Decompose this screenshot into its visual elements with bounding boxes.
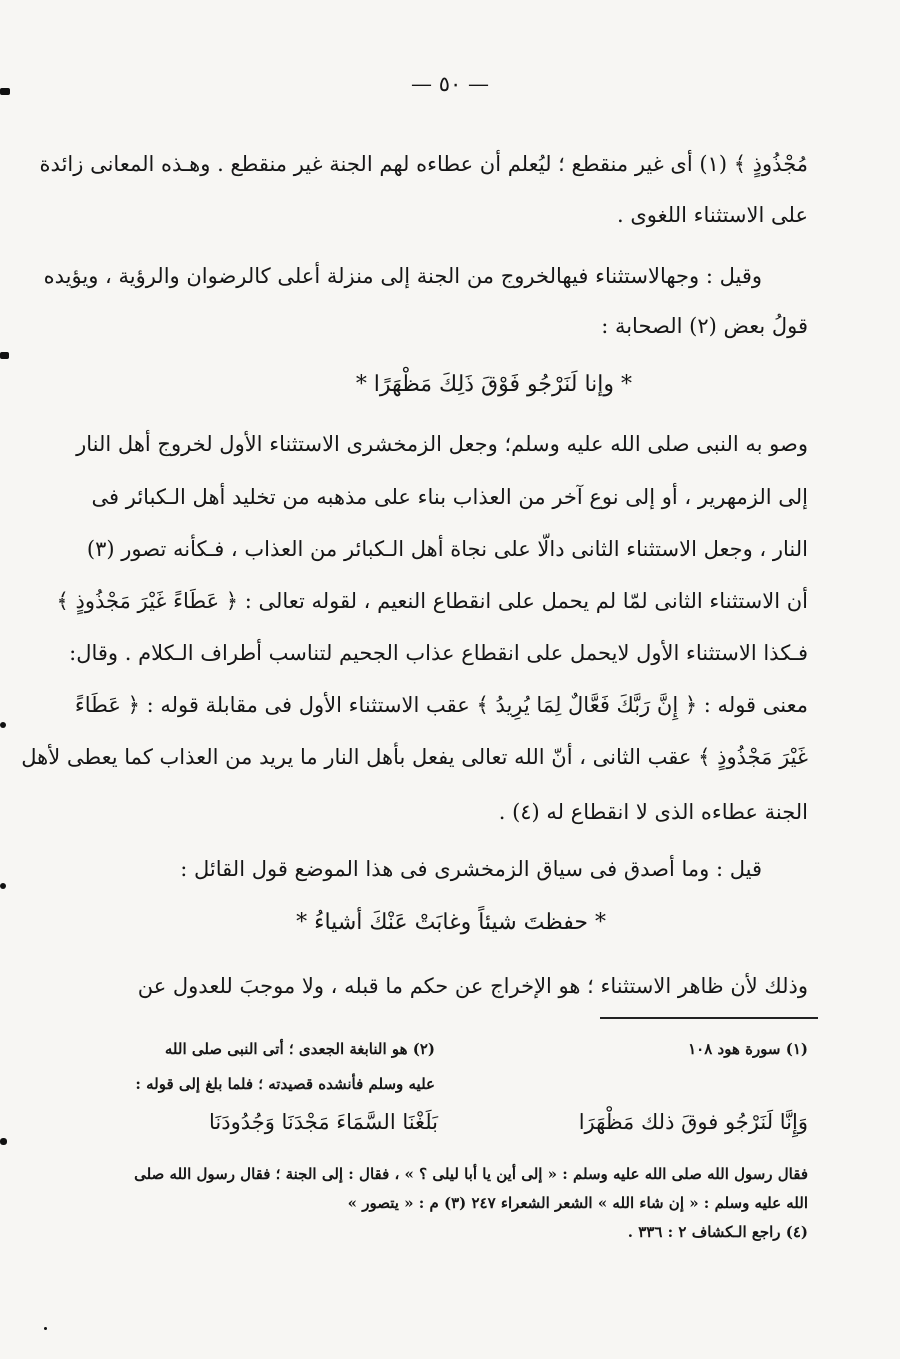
body-line: غَيْرَ مَجْذُوذٍ ﴾ عقب الثانى ، أنّ الله تعالى يفعل بأهل النار ما يريد من العذاب كما يعطى لأهل [21,745,808,769]
body-line: قولُ بعض (٢) الصحابة : [601,314,808,338]
footnote-4: (٤) راجع الـكشاف ٢ : ٣٣٦ . [627,1223,808,1241]
body-line: النار ، وجعل الاستثناء الثانى دالّا على نجاة أهل الـكبائر من العذاب ، فـكأنه تصور (٣) [86,537,808,561]
page-number: — ٥٠ — [411,72,489,96]
footnote-divider [600,1017,818,1019]
body-line: فـكذا الاستثناء الأول لايحمل على انقطاع عذاب الجحيم لتناسب أطراف الـكلام . وقال: [69,641,808,665]
scan-mark [0,352,9,359]
body-line: إلى الزمهرير ، أو إلى نوع آخر من العذاب بناء على مذهبه من تخليد أهل الـكبائر فى [91,485,808,509]
footnote-1: (١) سورة هود ١٠٨ [688,1040,808,1058]
body-line: وقيل : وجهالاستثناء فيهالخروج من الجنة إلى منزلة أعلى كالرضوان والرؤية ، ويؤيده [43,264,762,288]
footnote-verse-b: وَإِنَّا لَنَرْجُو فوقَ ذلك مَظْهَرَا [578,1110,808,1134]
footnote-line: فقال رسول الله صلى الله عليه وسلم : « إلى أين يا أبا ليلى ؟ » ، فقال : إلى الجنة ؛ فقال رسول الله صلى [134,1165,808,1183]
footnote-verse-a: بَلَغْنَا السَّمَاءَ مَجْدَنَا وَجُدُودَنَا [208,1110,438,1134]
verse-line: * وإنا لَنَرْجُو فَوْقَ ذَلِكَ مَظْهَرًا * [355,372,632,397]
body-line: وصو به النبى صلى الله عليه وسلم؛ وجعل الزمخشرى الاستثناء الأول لخروج أهل النار [76,432,808,456]
body-line: مُجْذُوذٍ ﴾ (١) أى غير منقطع ؛ ليُعلم أن عطاءه لهم الجنة غير منقطع . وهـذه المعانى زائدة [39,152,808,176]
body-line: وذلك لأن ظاهر الاستثناء ؛ هو الإخراج عن حكم ما قبله ، ولا موجبَ للعدول عن [137,974,808,998]
footnote-line: الله عليه وسلم : « إن شاء الله » الشعر الشعراء ٢٤٧ (٣) م : « يتصور » [347,1194,808,1212]
scan-mark [0,88,10,95]
footnote-line: عليه وسلم فأنشده قصيدته ؛ فلما بلغ إلى قوله : [135,1075,435,1093]
scan-speck [44,1327,47,1330]
scan-mark [0,1138,7,1145]
scan-mark [0,722,6,728]
body-line: معنى قوله : ﴿ إِنَّ رَبَّكَ فَعَّالٌ لِمَا يُرِيدُ ﴾ عقب الاستثناء الأول فى مقابلة قوله : ﴿ عَطَاءً [74,693,808,717]
body-line: أن الاستثناء الثانى لمّا لم يحمل على انقطاع النعيم ، لقوله تعالى : ﴿ عَطَاءً غَيْرَ مَجْذُوذٍ ﴾ [56,589,808,613]
footnote-2: (٢) هو النابغة الجعدى ؛ أتى النبى صلى الله [164,1040,435,1058]
body-line: على الاستثناء اللغوى . [617,203,808,227]
verse-line: * حفظتَ شيئاً وغابَتْ عَنْكَ أشياءُ * [296,910,606,935]
body-line: الجنة عطاءه الذى لا انقطاع له (٤) . [498,800,808,824]
scan-mark [0,883,6,889]
body-line: قيل : وما أصدق فى سياق الزمخشرى فى هذا الموضع قول القائل : [180,857,762,881]
